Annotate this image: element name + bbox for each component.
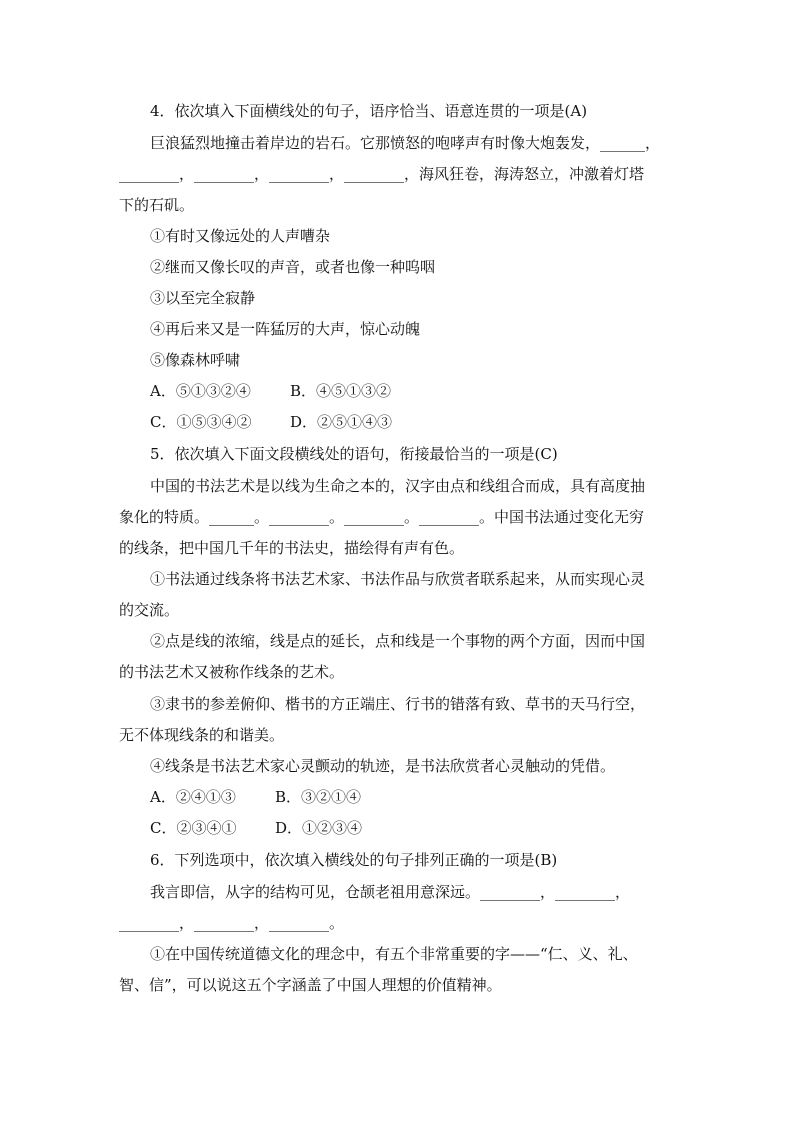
question-4-option-d: D．②⑤①④③: [290, 413, 393, 431]
question-4-stem: 4．依次填入下面横线处的句子，语序恰当、语意连贯的一项是(A): [150, 102, 588, 120]
question-4-item: ②继而又像长叹的声音，或者也像一种呜咽: [150, 258, 436, 276]
question-4-item: ④再后来又是一阵猛厉的大声，惊心动魄: [150, 320, 421, 338]
question-5-option-d: D．①②③④: [275, 819, 363, 837]
question-4-item: ③以至完全寂静: [150, 289, 256, 307]
question-5-item-cont: 的书法艺术又被称作线条的艺术。: [119, 663, 345, 681]
question-5-passage-line: 中国的书法艺术是以线为生命之本的，汉字由点和线组合而成，具有高度抽: [150, 477, 646, 495]
question-6-item-cont: 智、信”，可以说这五个字涵盖了中国人理想的价值精神。: [119, 976, 502, 994]
question-5-item-cont: 的交流。: [119, 601, 180, 619]
question-5-item: ②点是线的浓缩，线是点的延长，点和线是一个事物的两个方面，因而中国: [150, 632, 646, 650]
question-5-item-cont: 无不体现线条的和谐美。: [119, 726, 285, 744]
question-4-passage-line: 下的石矶。: [119, 196, 195, 214]
question-5-passage-line: 象化的特质。______。________。________。________。中国书法通过变化无穷: [119, 508, 645, 526]
question-4-option-a: A．⑤①③②④: [150, 382, 251, 400]
question-6-stem: 6．下列选项中，依次填入横线处的句子排列正确的一项是(B): [150, 851, 558, 869]
question-4-option-b: B．④⑤①③②: [290, 382, 392, 400]
question-5-option-a: A．②④①③: [150, 788, 236, 806]
question-4-item: ⑤像森林呼啸: [150, 351, 241, 369]
question-6-passage-line: 我言即信，从字的结构可见，仓颉老祖用意深远。________，________，: [150, 883, 631, 901]
question-4-passage-line: 巨浪猛烈地撞击着岸边的岩石。它那愤怒的咆哮声有时像大炮轰发，______，: [150, 134, 661, 152]
question-6-item: ①在中国传统道德文化的理念中，有五个非常重要的字——“仁、义、礼、: [150, 945, 638, 963]
question-6-passage-line: ________，________，________。: [119, 914, 345, 932]
question-5-item: ①书法通过线条将书法艺术家、书法作品与欣赏者联系起来，从而实现心灵: [150, 570, 646, 588]
question-4-option-c: C．①⑤③④②: [150, 413, 252, 431]
question-5-stem: 5．依次填入下面文段横线处的语句，衔接最恰当的一项是(C): [150, 445, 558, 463]
question-5-item: ③隶书的参差俯仰、楷书的方正端庄、行书的错落有致、草书的天马行空，: [150, 695, 646, 713]
question-4-passage-line: ________，________，________，________，海风狂卷，海涛怒立，冲激着灯塔: [119, 165, 645, 183]
question-5-passage-line: 的线条，把中国几千年的书法史，描绘得有声有色。: [119, 539, 465, 557]
question-5-option-b: B．③②①④: [275, 788, 362, 806]
question-5-item: ④线条是书法艺术家心灵颤动的轨迹，是书法欣赏者心灵触动的凭借。: [150, 757, 616, 775]
question-5-option-c: C．②③④①: [150, 819, 237, 837]
question-4-item: ①有时又像远处的人声嘈杂: [150, 227, 331, 245]
